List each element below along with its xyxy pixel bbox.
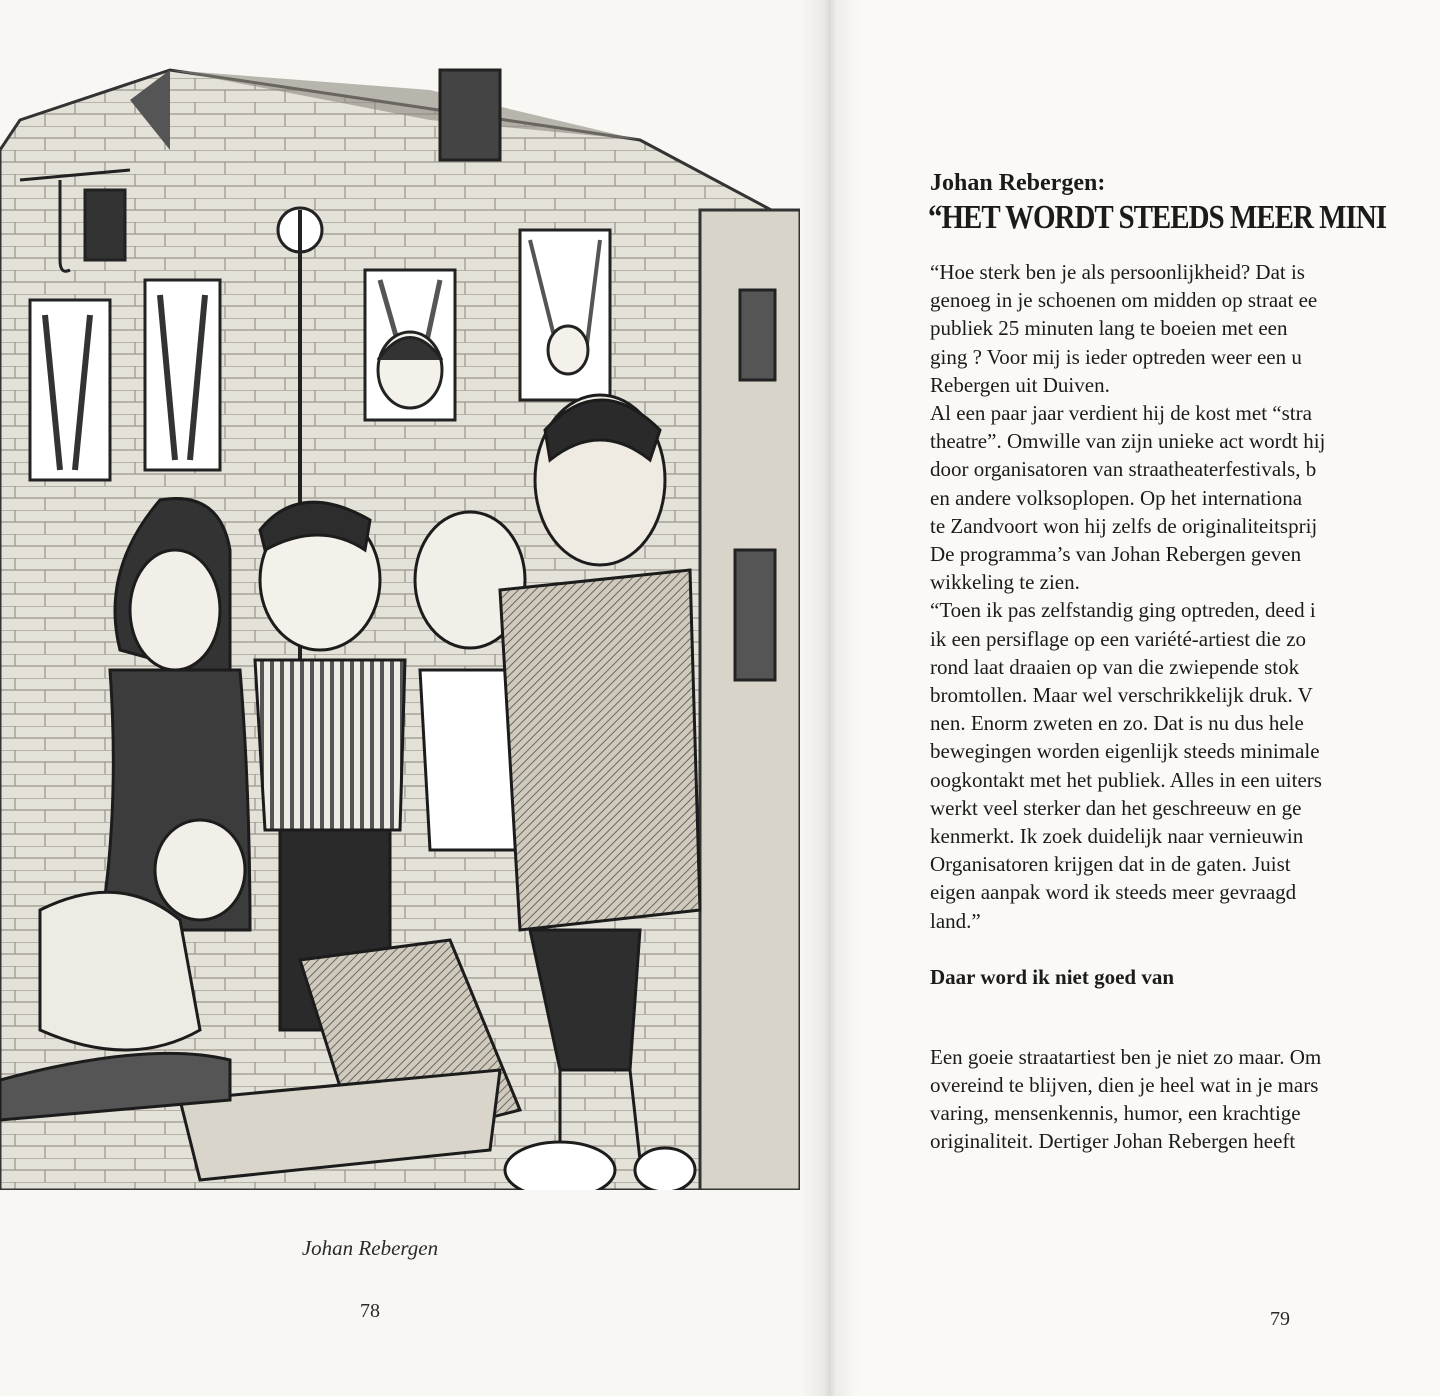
article-author: Johan Rebergen: (930, 170, 1106, 196)
text-line: door organisatoren van straatheaterfestivals, b (930, 457, 1317, 482)
article-body (930, 168, 1440, 1156)
paragraph-1 (930, 258, 1440, 399)
text-line: oogkontakt met het publiek. Alles in een uiters (930, 767, 1322, 792)
text-line: “Toen ik pas zelfstandig ging optreden, deed i (930, 598, 1316, 623)
text-line: bromtollen. Maar wel verschrikkelijk druk. V (930, 683, 1313, 708)
paragraph-3 (930, 596, 1440, 934)
illustration-caption: Johan Rebergen (301, 1236, 439, 1260)
page-number-right: 79 (1270, 1308, 1290, 1330)
text-line: originaliteit. Dertiger Johan Rebergen heeft (930, 1129, 1296, 1154)
text-line: Organisatoren krijgen dat in de gaten. Juist (930, 852, 1291, 877)
text-line: “Hoe sterk ben je als persoonlijkheid? Dat is (930, 260, 1305, 284)
text-line: Een goeie straatartiest ben je niet zo maar. Om (930, 1044, 1322, 1069)
section-subheading: Daar word ik niet goed van (930, 964, 1175, 989)
paragraph-4 (930, 1043, 1440, 1156)
text-line: ging ? Voor mij is ieder optreden weer een u (930, 344, 1302, 369)
text-line: publiek 25 minuten lang te boeien met een (930, 316, 1288, 341)
text-line: bewegingen worden eigenlijk steeds minimale (930, 739, 1320, 764)
article-headline: “HET WORDT STEEDS MEER MINI (928, 199, 1387, 236)
street-scene-illustration (0, 30, 800, 1190)
text-line: te Zandvoort won hij zelfs de originaliteitsprij (930, 513, 1318, 538)
text-line: De programma’s van Johan Rebergen geven (930, 542, 1302, 567)
text-line: Al een paar jaar verdient hij de kost met “stra (930, 401, 1312, 426)
text-line: overeind te blijven, dien je heel wat in je mars (930, 1073, 1319, 1098)
text-line: rond laat draaien op van die zwiepende stok (930, 654, 1300, 679)
text-line: kenmerkt. Ik zoek duidelijk naar vernieuwin (930, 824, 1304, 849)
text-line: ik een persiflage op een variété-artiest die zo (930, 626, 1307, 651)
text-line: en andere volksoplopen. Op het internationa (930, 485, 1303, 510)
paragraph-2 (930, 399, 1440, 596)
text-line: werkt veel sterker dan het geschreeuw en ge (930, 795, 1302, 820)
page-number-left: 78 (360, 1300, 380, 1322)
text-line: Rebergen uit Duiven. (930, 372, 1110, 397)
text-line: wikkeling te zien. (930, 570, 1080, 595)
text-line: eigen aanpak word ik steeds meer gevraagd (930, 880, 1297, 905)
text-line: genoeg in je schoenen om midden op straat ee (930, 288, 1318, 313)
text-line: land.” (930, 908, 981, 933)
text-line: varing, mensenkennis, humor, een krachtige (930, 1101, 1301, 1126)
text-line: nen. Enorm zweten en zo. Dat is nu dus hele (930, 711, 1304, 736)
text-line: theatre”. Omwille van zijn unieke act wordt hij (930, 429, 1326, 454)
